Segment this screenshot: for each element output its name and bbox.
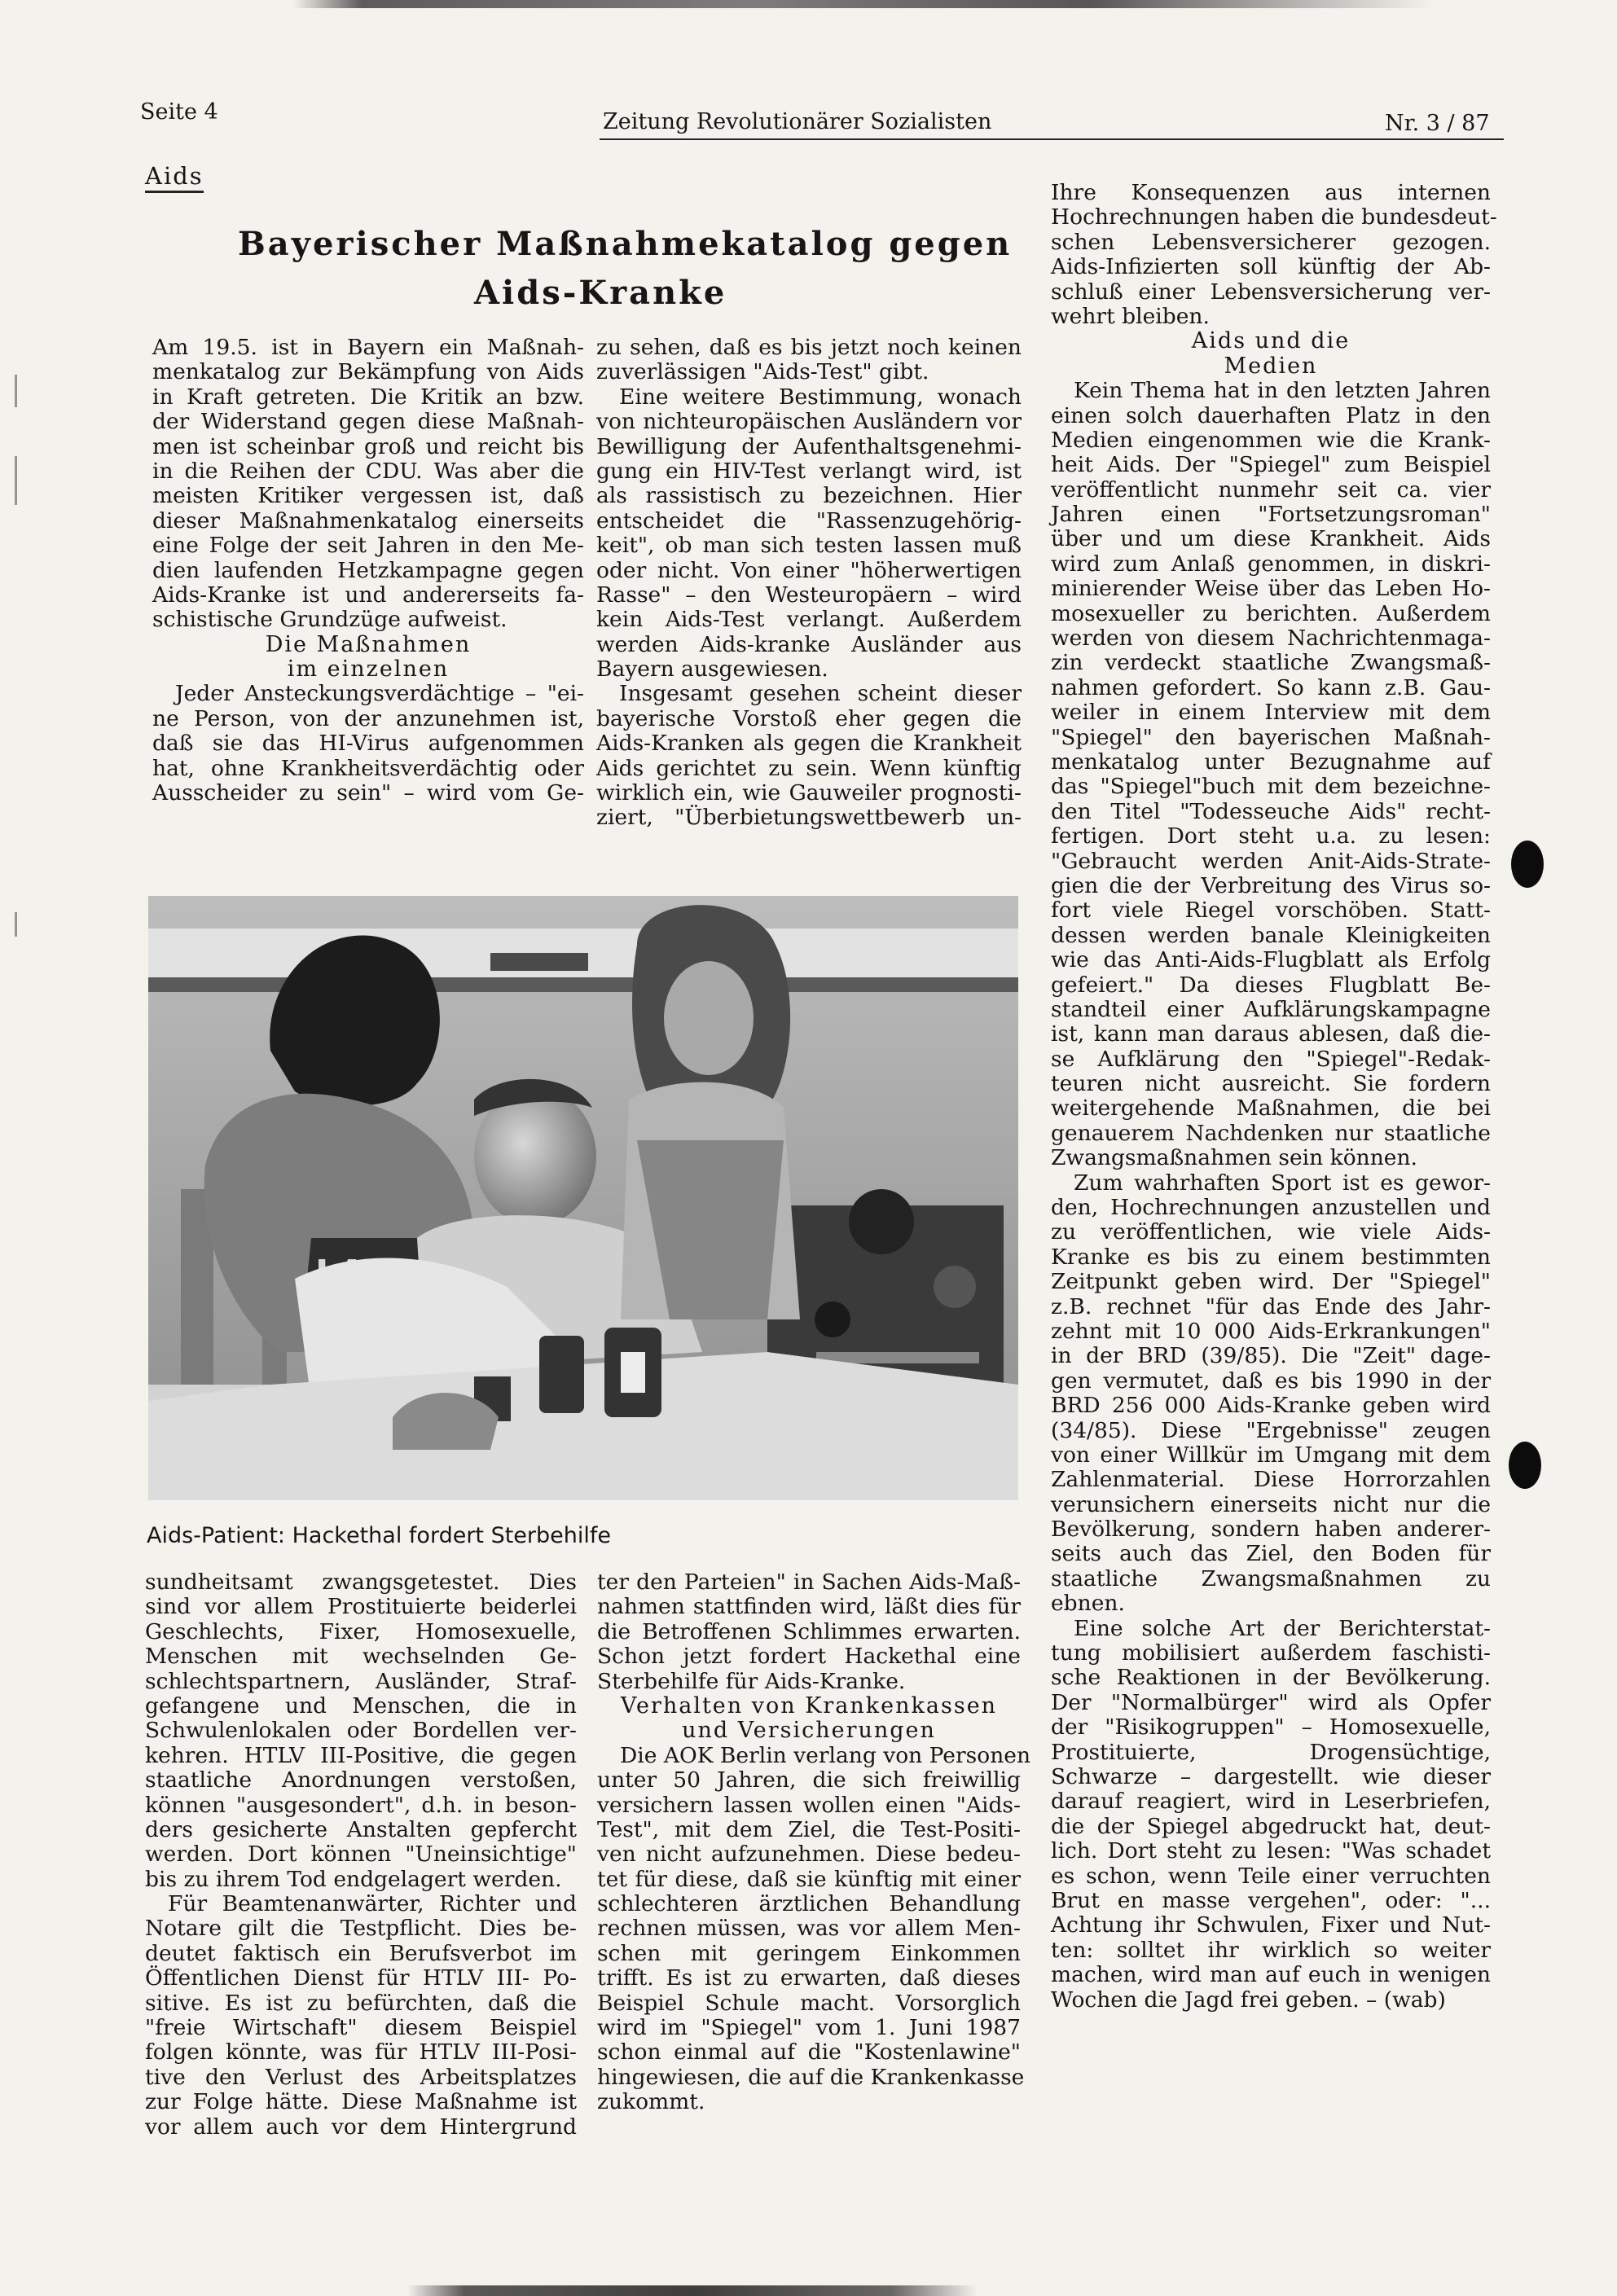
text-line: rechnen müssen, was vor allem Men-: [597, 1916, 1021, 1942]
text-line: schlechteren ärztlichen Behandlung: [597, 1891, 1021, 1917]
text-line: heit Aids. Der "Spiegel" zum Beispiel: [1051, 452, 1491, 478]
text-line: Aids-Kranken als gegen die Krankheit: [596, 731, 1022, 757]
text-line: machen, wird man auf euch in wenigen: [1051, 1962, 1491, 1988]
text-line: weiler in einem Interview mit dem: [1051, 700, 1491, 726]
text-line: gung ein HIV-Test verlangt wird, ist: [596, 458, 1022, 484]
text-line: lich. Dort steht zu lesen: "Was schadet: [1051, 1838, 1491, 1864]
text-line: Bewilligung der Aufenthaltsgenehmi-: [596, 433, 1022, 459]
text-line: gefangene und Menschen, die in: [145, 1692, 577, 1719]
text-line: Prostituierte, Drogensüchtige,: [1051, 1739, 1491, 1765]
header-rule: [600, 138, 1504, 140]
page-number: Seite 4: [140, 99, 218, 125]
text-line: einen solch dauerhaften Platz in den: [1051, 402, 1491, 428]
text-line: folgen könnte, was für HTLV III-Posi-: [145, 2039, 577, 2066]
text-line: sitive. Es ist zu befürchten, daß die: [145, 1990, 577, 2016]
text-line: gien die der Verbreitung des Virus so-: [1051, 872, 1491, 898]
text-line: staatliche Zwangsmaßnahmen zu: [1051, 1565, 1491, 1591]
text-line: Bayern ausgewiesen.: [596, 656, 828, 683]
text-line: Zwangsmaßnahmen sein können.: [1051, 1145, 1417, 1171]
subheading: Aids und die: [1191, 328, 1351, 354]
text-line: Zum wahrhaften Sport ist es gewor-: [1074, 1170, 1491, 1196]
text-line: Brut en masse vergehen", oder: "...: [1051, 1887, 1491, 1913]
text-line: Schon jetzt fordert Hackethal eine: [597, 1644, 1021, 1670]
headline-line-1: Bayerischer Maßnahmekatalog gegen: [238, 225, 1013, 263]
text-line: entscheidet die "Rassenzugehörig-: [596, 507, 1022, 533]
text-line: Die AOK Berlin verlang von Personen: [620, 1742, 1031, 1768]
text-line: schen Lebensversicherer gezogen.: [1051, 229, 1491, 255]
text-line: zin verdeckt staatliche Zwangsmaß-: [1051, 650, 1491, 676]
margin-mark: [15, 912, 17, 937]
article-column-2-bottom: [597, 1569, 1031, 2115]
article-column-1-bottom: [145, 1570, 577, 2140]
text-line: keit", ob man sich testen lassen muß: [596, 533, 1022, 559]
text-line: sind vor allem Prostituierte beiderlei: [145, 1594, 577, 1620]
text-line: schon einmal auf die "Kostenlawine": [597, 2039, 1021, 2066]
text-line: den, Hochrechnungen anzustellen und: [1051, 1195, 1491, 1221]
text-line: wirklich ein, wie Gauweiler prognosti-: [596, 780, 1022, 806]
text-line: werden. Dort können "Uneinsichtige": [145, 1842, 577, 1868]
text-line: von einer Willkür im Umgang mit dem: [1051, 1442, 1491, 1468]
text-line: schluß einer Lebensversicherung ver-: [1051, 279, 1491, 305]
text-line: Beispiel Schule macht. Vorsorglich: [597, 1990, 1021, 2016]
text-line: minierender Weise über das Leben Ho-: [1051, 576, 1491, 602]
text-line: Notare gilt die Testpflicht. Dies be-: [145, 1916, 577, 1942]
text-line: ter den Parteien" in Sachen Aids-Maß-: [597, 1569, 1021, 1595]
text-line: Insgesamt gesehen scheint dieser: [619, 681, 1022, 707]
photo-aids-patient: [148, 896, 1018, 1500]
text-line: mosexueller zu berichten. Außerdem: [1051, 600, 1491, 626]
text-line: versichern lassen wollen einen "Aids-: [597, 1792, 1021, 1818]
text-line: Achtung ihr Schwulen, Fixer und Nut-: [1051, 1912, 1491, 1938]
text-line: Der "Normalbürger" wird als Opfer: [1051, 1689, 1491, 1715]
text-line: schistische Grundzüge aufweist.: [152, 607, 508, 633]
text-line: "Gebraucht werden Anit-Aids-Strate-: [1051, 848, 1491, 874]
text-line: standteil einer Aufklärungskampagne: [1051, 996, 1491, 1022]
text-line: ten: solltet ihr wirklich so weiter: [1051, 1937, 1491, 1963]
text-line: unter 50 Jahren, die sich freiwillig: [597, 1767, 1021, 1793]
text-line: Medien eingenommen wie die Krank-: [1051, 427, 1491, 453]
text-line: Kranke es bis zu einem bestimmten: [1051, 1244, 1491, 1270]
text-line: Ihre Konsequenzen aus internen: [1051, 180, 1491, 205]
text-line: Jahren einen "Fortsetzungsroman": [1051, 502, 1491, 528]
text-line: dien laufenden Hetzkampagne gegen: [152, 557, 584, 583]
text-line: z.B. rechnet "für das Ende des Jahr-: [1051, 1293, 1491, 1319]
text-line: genauerem Nachdenken nur staatliche: [1051, 1120, 1491, 1146]
text-line: die Betroffenen Schlimmes erwarten.: [597, 1618, 1021, 1644]
text-line: sche Reaktionen in der Bevölkerung.: [1051, 1665, 1491, 1691]
scan-edge-top: [293, 0, 1434, 8]
text-line: werden Aids-kranke Ausländer aus: [596, 631, 1022, 657]
text-line: Menschen mit wechselnden Ge-: [145, 1644, 577, 1670]
text-line: über und um diese Krankheit. Aids: [1051, 526, 1491, 552]
text-line: teuren nicht ausreicht. Sie fordern: [1051, 1071, 1491, 1097]
text-line: Test", mit dem Ziel, die Test-Positi-: [597, 1816, 1021, 1842]
text-line: es schon, wenn Teile einer verruchten: [1051, 1863, 1491, 1889]
text-line: Eine solche Art der Berichterstat-: [1074, 1615, 1491, 1641]
text-line: zehnt mit 10 000 Aids-Erkrankungen": [1051, 1318, 1491, 1344]
text-line: Rasse" – den Westeuropäern – wird: [596, 582, 1022, 608]
text-line: Aids gerichtet zu sein. Wenn künftig: [596, 755, 1022, 781]
text-line: sundheitsamt zwangsgetestet. Dies: [145, 1569, 577, 1595]
section-label: Aids: [145, 161, 204, 193]
text-line: Aids-Kranke ist und andererseits fa-: [152, 582, 584, 608]
subheading: Verhalten von Krankenkassen: [620, 1692, 998, 1719]
scan-edge-bottom: [407, 2285, 978, 2296]
text-line: Eine weitere Bestimmung, wonach: [619, 384, 1022, 410]
text-line: Zahlenmaterial. Diese Horrorzahlen: [1051, 1467, 1491, 1493]
text-line: staatliche Anordnungen verstoßen,: [145, 1767, 577, 1793]
photo-caption: Aids-Patient: Hackethal fordert Sterbehilfe: [147, 1523, 612, 1548]
text-line: kein Aids-Test verlangt. Außerdem: [596, 607, 1022, 633]
text-line: ziert, "Überbietungswettbewerb un-: [596, 805, 1022, 831]
text-line: der "Risikogruppen" – Homosexuelle,: [1051, 1714, 1491, 1741]
text-line: schen mit geringem Einkommen: [597, 1940, 1021, 1966]
headline-line-2: Aids-Kranke: [474, 274, 727, 312]
text-line: ist, kann man daraus ablesen, daß die-: [1051, 1021, 1491, 1047]
text-line: seits auch das Ziel, den Boden für: [1051, 1541, 1491, 1567]
text-line: Am 19.5. ist in Bayern ein Maßnah-: [152, 335, 584, 360]
text-line: Sterbehilfe für Aids-Kranke.: [597, 1668, 906, 1694]
text-line: men ist scheinbar groß und reicht bis: [152, 433, 584, 459]
text-line: Kein Thema hat in den letzten Jahren: [1074, 378, 1491, 404]
text-line: zuverlässigen "Aids-Test" gibt.: [596, 359, 929, 385]
text-line: zukommt.: [597, 2089, 705, 2115]
text-line: ebnen.: [1051, 1591, 1125, 1617]
text-line: Für Beamtenanwärter, Richter und: [168, 1891, 577, 1917]
text-line: "Spiegel" den bayerischen Maßnah-: [1051, 724, 1491, 750]
text-line: hat, ohne Krankheitsverdächtig oder: [152, 755, 584, 781]
text-line: Öffentlichen Dienst für HTLV III- Po-: [145, 1965, 577, 1991]
article-column-2-top: [596, 336, 1022, 831]
text-line: die der Spiegel abgedruckt hat, deut-: [1051, 1813, 1491, 1839]
text-line: wird im "Spiegel" vom 1. Juni 1987: [597, 2015, 1021, 2041]
text-line: ven nicht aufzunehmen. Diese bedeu-: [597, 1842, 1021, 1868]
text-line: se Aufklärung den "Spiegel"-Redak-: [1051, 1046, 1491, 1072]
text-line: zu sehen, daß es bis jetzt noch keinen: [596, 335, 1022, 360]
text-line: nahmen gefordert. So kann z.B. Gau-: [1051, 674, 1491, 700]
text-line: menkatalog unter Bezugnahme auf: [1051, 749, 1491, 775]
text-line: in Kraft getreten. Die Kritik an bzw.: [152, 384, 584, 410]
text-line: können "ausgesondert", d.h. in beson-: [145, 1792, 577, 1818]
text-line: Bevölkerung, sondern haben anderer-: [1051, 1517, 1491, 1543]
text-line: Wochen die Jagd frei geben. – (wab): [1051, 1987, 1446, 2013]
text-line: den Titel "Todesseuche Aids" recht-: [1051, 798, 1491, 824]
text-line: deutet faktisch ein Berufsverbot im: [145, 1940, 577, 1966]
text-line: meisten Kritiker vergessen ist, daß: [152, 483, 584, 509]
text-line: Schwarze – dargestellt. wie dieser: [1051, 1764, 1491, 1789]
text-line: veröffentlicht nunmehr seit ca. vier: [1051, 476, 1491, 503]
publication-title: Zeitung Revolutionärer Sozialisten: [603, 109, 992, 134]
subheading: Die Maßnahmen: [265, 631, 472, 657]
margin-mark: [15, 375, 17, 407]
text-line: daß sie das HI-Virus aufgenommen: [152, 731, 584, 757]
text-line: BRD 256 000 Aids-Kranke geben wird: [1051, 1393, 1491, 1419]
text-line: zu veröffentlichen, wie viele Aids-: [1051, 1219, 1491, 1245]
text-line: kehren. HTLV III-Positive, die gegen: [145, 1742, 577, 1768]
text-line: verunsichern einerseits nicht nur die: [1051, 1491, 1491, 1517]
text-line: tive den Verlust des Arbeitsplatzes: [145, 2064, 577, 2090]
text-line: weitergehende Maßnahmen, die bei: [1051, 1095, 1491, 1122]
text-line: von nichteuropäischen Ausländern vor: [596, 409, 1022, 435]
text-line: vor allem auch vor dem Hintergrund: [145, 2114, 577, 2140]
punch-hole: [1511, 841, 1544, 888]
text-line: "freie Wirtschaft" diesem Beispiel: [145, 2015, 577, 2041]
text-line: fertigen. Dort steht u.a. zu lesen:: [1051, 823, 1491, 849]
text-line: Schwulenlokalen oder Bordellen ver-: [145, 1718, 577, 1744]
subheading: Medien: [1224, 353, 1318, 379]
text-line: ders gesicherte Anstalten gepfercht: [145, 1816, 577, 1842]
text-line: Jeder Ansteckungsverdächtige – "ei-: [175, 681, 584, 707]
text-line: Geschlechts, Fixer, Homosexuelle,: [145, 1618, 577, 1644]
text-line: als rassistisch zu bezeichnen. Hier: [596, 483, 1022, 509]
issue-number: Nr. 3 / 87: [1385, 111, 1490, 136]
text-line: wehrt bleiben.: [1051, 303, 1210, 329]
text-line: nahmen stattfinden wird, läßt dies für: [597, 1594, 1021, 1620]
text-line: Aids-Infizierten soll künftig der Ab-: [1051, 254, 1491, 280]
text-line: der Widerstand gegen diese Maßnah-: [152, 409, 584, 435]
text-line: wird zum Anlaß genommen, in diskri-: [1051, 551, 1491, 577]
text-line: bayerische Vorstoß eher gegen die: [596, 705, 1022, 731]
text-line: Hochrechnungen haben die bundesdeut-: [1051, 204, 1497, 230]
text-line: oder nicht. Von einer "höherwertigen: [596, 557, 1022, 583]
text-line: fort viele Riegel vorschöben. Statt-: [1051, 898, 1491, 924]
text-line: ne Person, von der anzunehmen ist,: [152, 705, 584, 731]
text-line: eine Folge der seit Jahren in den Me-: [152, 533, 584, 559]
text-line: darauf reagiert, wird in Leserbriefen,: [1051, 1789, 1491, 1815]
text-line: zur Folge hätte. Diese Maßnahme ist: [145, 2089, 577, 2115]
text-line: in die Reihen der CDU. Was aber die: [152, 458, 584, 484]
subheading: im einzelnen: [287, 656, 450, 683]
text-line: hingewiesen, die auf die Krankenkasse: [597, 2064, 1025, 2090]
text-line: bis zu ihrem Tod endgelagert werden.: [145, 1866, 562, 1892]
margin-mark: [15, 456, 17, 505]
text-line: werden von diesem Nachrichtenmaga-: [1051, 626, 1491, 652]
text-line: in der BRD (39/85). Die "Zeit" dage-: [1051, 1343, 1491, 1369]
text-line: tet für diese, daß sie künftig mit einer: [597, 1866, 1021, 1892]
text-line: menkatalog zur Bekämpfung von Aids: [152, 359, 584, 385]
text-line: das "Spiegel"buch mit dem bezeichne-: [1051, 774, 1491, 800]
text-line: gefeiert." Da dieses Flugblatt Be-: [1051, 972, 1491, 998]
text-line: dieser Maßnahmenkatalog einerseits: [152, 507, 584, 533]
article-column-1-top: [152, 336, 584, 806]
text-line: Zeitpunkt geben wird. Der "Spiegel": [1051, 1269, 1491, 1295]
text-line: tung mobilisiert außerdem faschisti-: [1051, 1640, 1491, 1666]
punch-hole: [1509, 1442, 1541, 1489]
text-line: schlechtspartnern, Ausländer, Straf-: [145, 1668, 577, 1694]
text-line: wie das Anti-Aids-Flugblatt als Erfolg: [1051, 947, 1491, 973]
article-column-3: [1051, 180, 1497, 2013]
text-line: dessen werden banale Kleinigkeiten: [1051, 922, 1491, 948]
text-line: gen vermutet, daß es bis 1990 in der: [1051, 1368, 1491, 1394]
text-line: Ausscheider zu sein" – wird vom Ge-: [152, 780, 584, 806]
text-line: (34/85). Diese "Ergebnisse" zeugen: [1051, 1417, 1491, 1443]
text-line: trifft. Es ist zu erwarten, daß dieses: [597, 1965, 1021, 1991]
subheading: und Versicherungen: [682, 1718, 936, 1744]
